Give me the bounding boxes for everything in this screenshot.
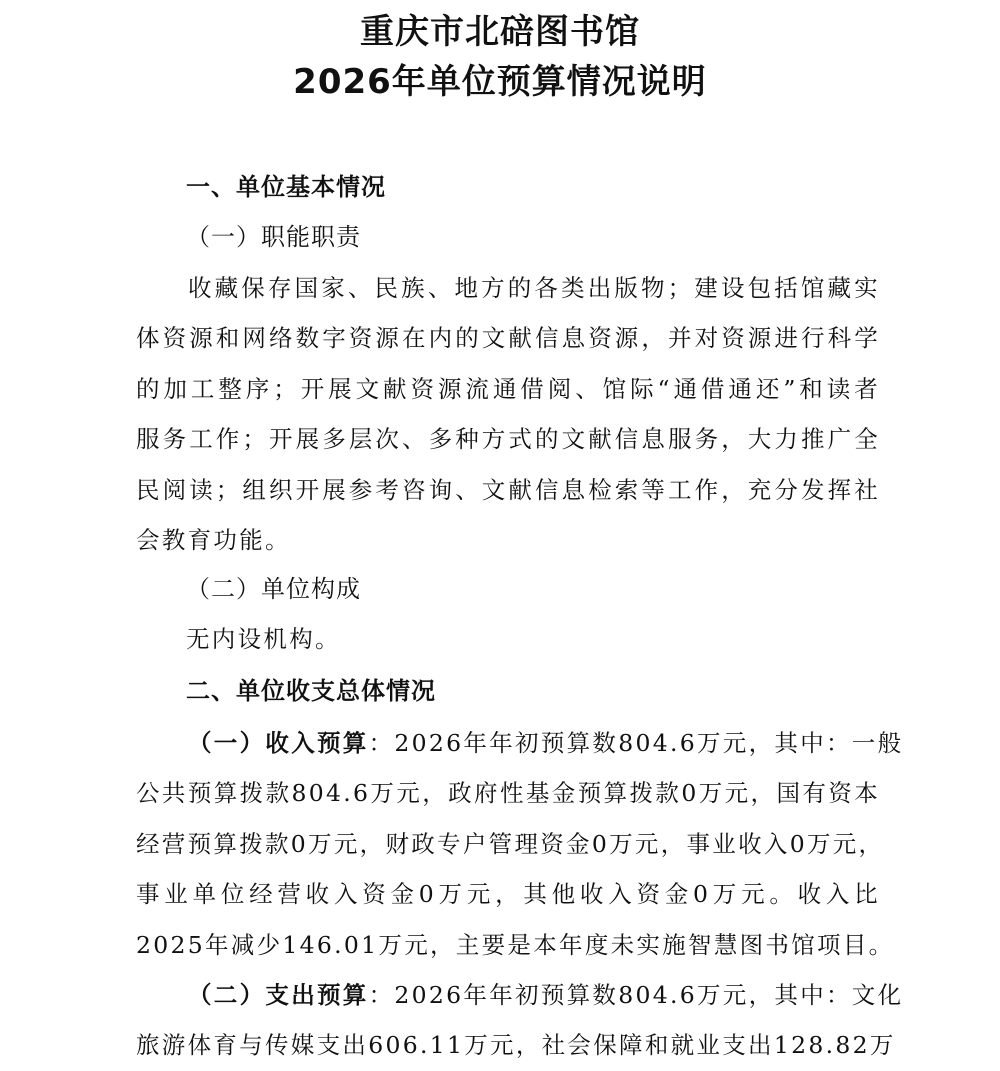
document-title-line1: 重庆市北碚图书馆 (360, 12, 640, 52)
expense-label: （二）支出预算 (188, 981, 369, 1009)
income-text-first: ：2026年年初预算数804.6万元，其中：一般 (368, 729, 904, 757)
paragraph-line: 公共预算拨款804.6万元，政府性基金预算拨款0万元，国有资本 (136, 779, 880, 808)
paragraph-line: 2025年减少146.01万元，主要是本年度未实施智慧图书馆项目。 (136, 930, 895, 959)
paragraph-line (136, 970, 904, 1020)
paragraph-line: 的加工整序；开展文献资源流通借阅、馆际“通借通还”和读者 (136, 374, 880, 403)
document-title-line2: 2026年单位预算情况说明 (293, 62, 707, 102)
paragraph-line: 收藏保存国家、民族、地方的各类出版物；建设包括馆藏实 (188, 274, 880, 302)
section2-income-paragraph (136, 718, 904, 970)
section1-sub1-heading (186, 222, 361, 252)
sub2-heading-text: （二）单位构成 (186, 575, 361, 603)
paragraph-line: 服务工作；开展多层次、多种方式的文献信息服务，大力推广全 (136, 425, 880, 454)
income-label: （一）收入预算 (188, 729, 369, 757)
paragraph-line (136, 718, 904, 768)
section1-duties-paragraph (136, 263, 880, 565)
paragraph-line: 民阅读；组织开展参考咨询、文献信息检索等工作，充分发挥社 (136, 475, 880, 504)
section2-heading: 二、单位收支总体情况 (186, 677, 436, 705)
section1-heading: 一、单位基本情况 (186, 173, 386, 201)
section2-expense-paragraph (136, 970, 904, 1071)
paragraph-line: 体资源和网络数字资源在内的文献信息资源，并对资源进行科学 (136, 324, 880, 353)
sub1-heading-text: （一）职能职责 (186, 223, 361, 251)
section1-sub2-heading (186, 574, 361, 604)
paragraph-line: 旅游体育与传媒支出606.11万元，社会保障和就业支出128.82万 (136, 1031, 896, 1060)
paragraph-line: 事业单位经营收入资金0万元，其他收入资金0万元。收入比 (136, 880, 880, 909)
paragraph-line: 经营预算拨款0万元，财政专户管理资金0万元，事业收入0万元， (136, 829, 885, 858)
expense-text-first: ：2026年年初预算数804.6万元，其中：文化 (368, 981, 904, 1009)
paragraph-line: 会教育功能。 (136, 526, 291, 555)
section1-sub2-text: 无内设机构。 (186, 625, 341, 653)
